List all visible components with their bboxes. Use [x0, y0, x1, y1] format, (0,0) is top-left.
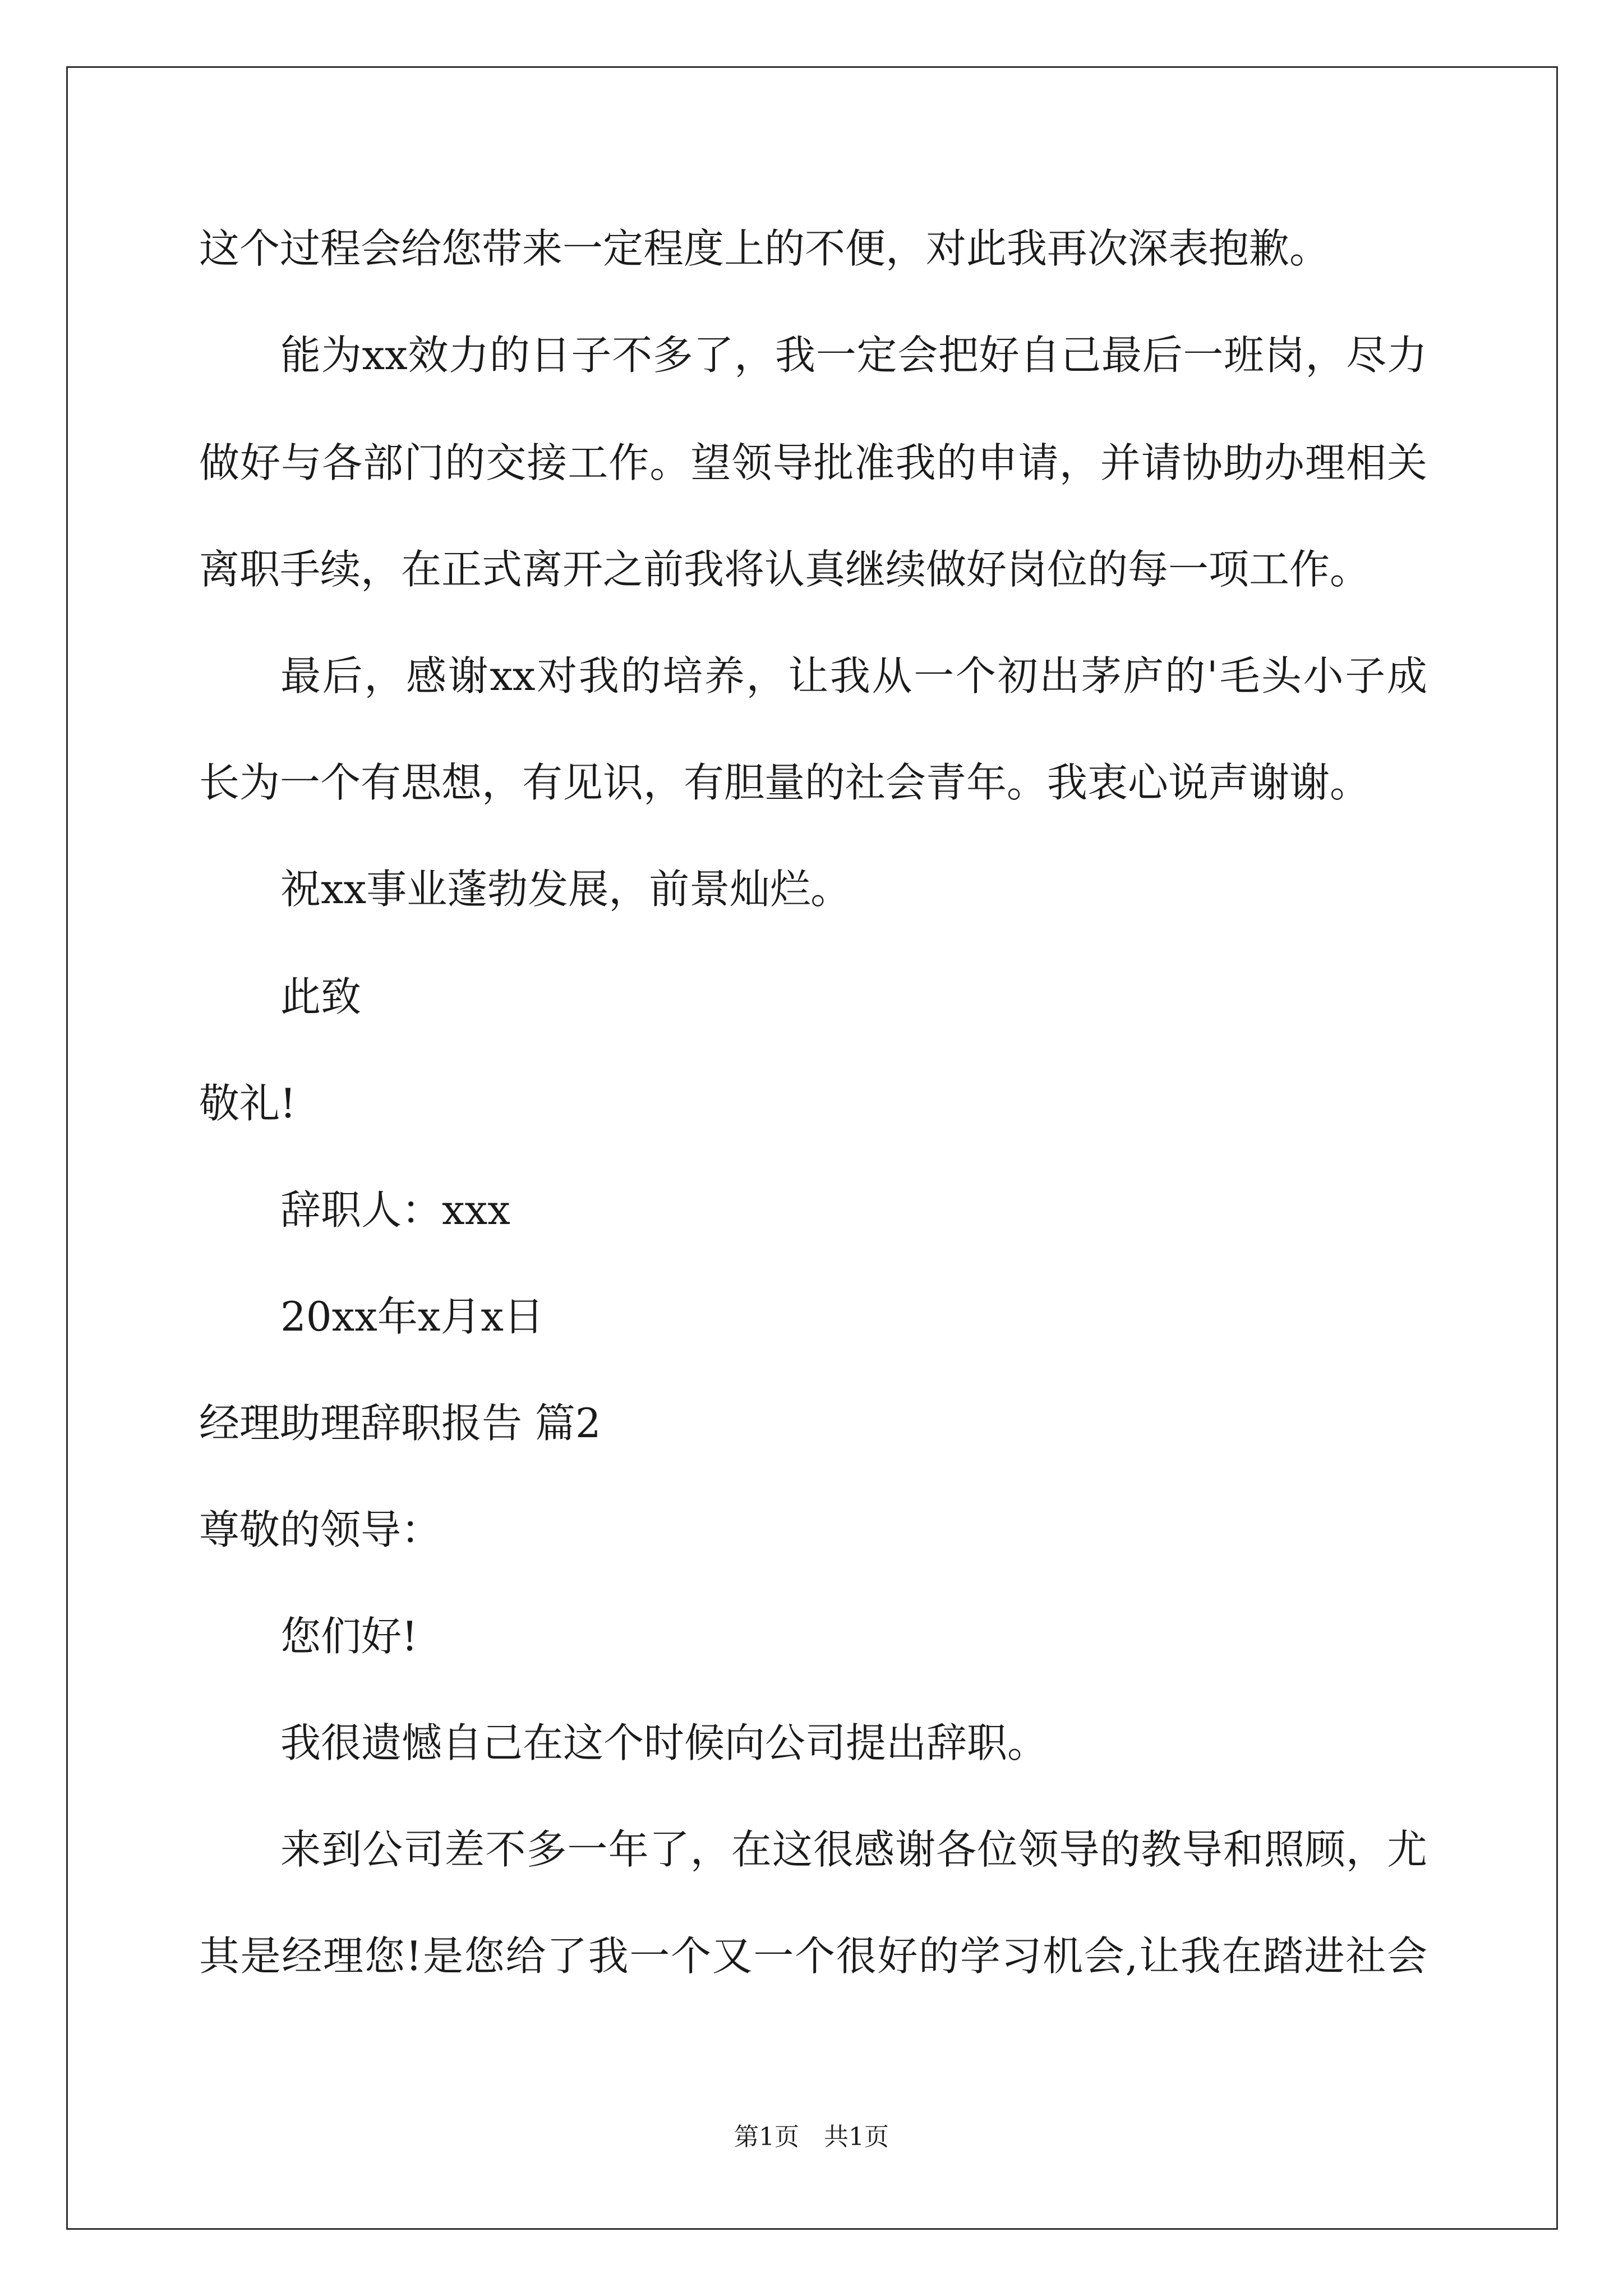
letter-salutation: 尊敬的领导：	[199, 1506, 442, 1553]
paragraph-line: 做好与各部门的交接工作。望领导批准我的申请，并请协助办理相关	[199, 439, 1427, 486]
paragraph-line: 最后，感谢xx对我的培养，让我从一个初出茅庐的'毛头小子成	[280, 652, 1427, 700]
paragraph-line: 长为一个有思想，有见识，有胆量的社会青年。我衷心说声谢谢。	[199, 759, 1371, 806]
closing-greeting: 敬礼!	[199, 1080, 296, 1127]
paragraph-line: 祝xx事业蓬勃发展，前景灿烂。	[280, 866, 851, 913]
paragraph-line: 我很遗憾自己在这个时候向公司提出辞职。	[280, 1719, 1048, 1766]
paragraph-line: 离职手续，在正式离开之前我将认真继续做好岗位的每一项工作。	[199, 546, 1371, 593]
paragraph-line: 这个过程会给您带来一定程度上的不便，对此我再次深表抱歉。	[199, 225, 1330, 272]
closing-salutation: 此致	[280, 973, 362, 1020]
section-title: 经理助理辞职报告 篇2	[199, 1400, 601, 1447]
page-footer: 第1页 共1页	[734, 2123, 889, 2151]
paragraph-line: 能为xx效力的日子不多了，我一定会把好自己最后一班岗，尽力	[280, 332, 1427, 379]
greeting-line: 您们好!	[280, 1613, 418, 1660]
page-border	[66, 66, 1558, 2230]
paragraph-line: 其是经理您!是您给了我一个又一个很好的学习机会,让我在踏进社会	[199, 1932, 1427, 1980]
letter-date: 20xx年x月x日	[280, 1293, 545, 1340]
paragraph-line: 来到公司差不多一年了，在这很感谢各位领导的教导和照顾，尤	[280, 1826, 1427, 1873]
signatory: 辞职人：xxx	[280, 1186, 510, 1234]
